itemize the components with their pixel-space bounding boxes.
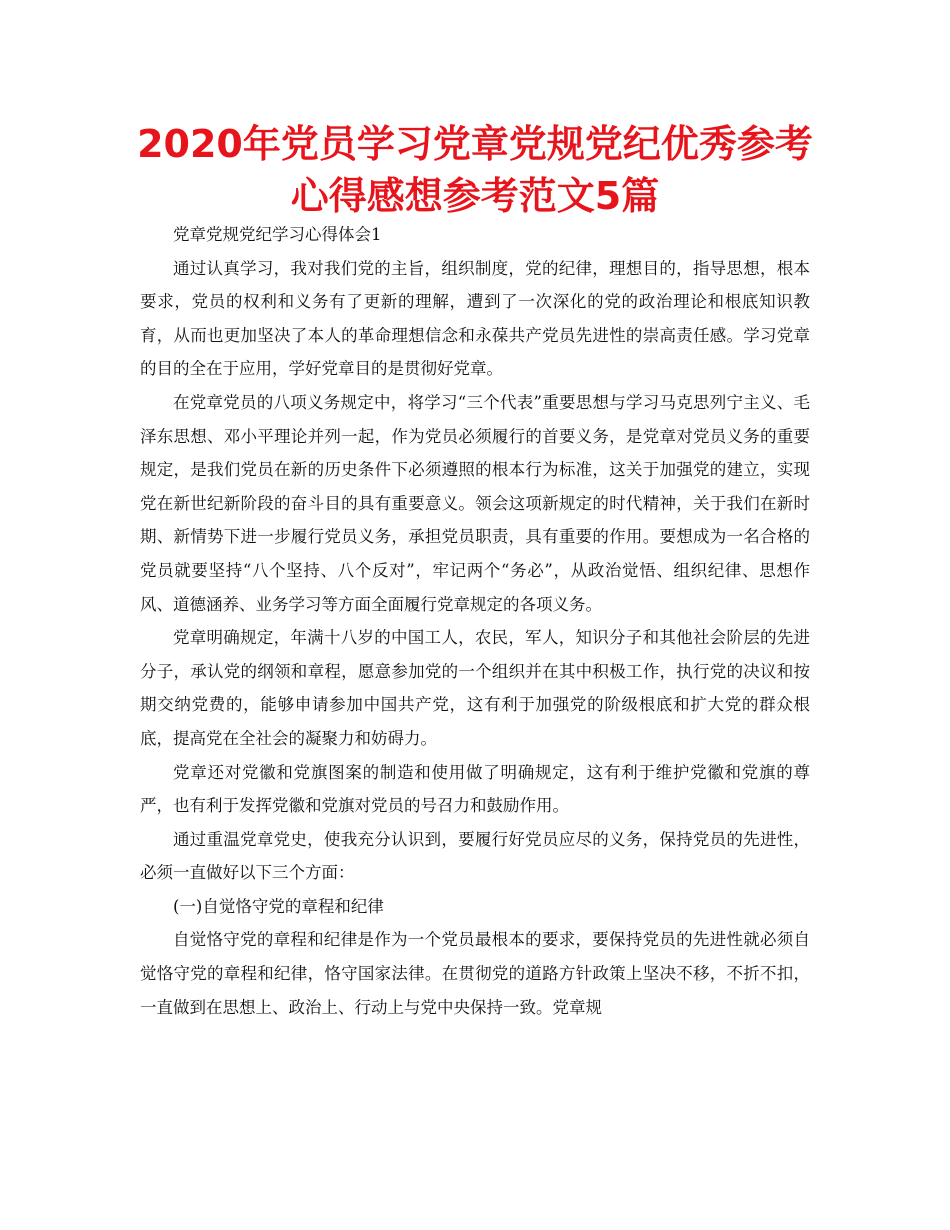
section-heading: 党章党规党纪学习心得体会1 <box>173 225 382 244</box>
paragraph: 党章明确规定，年满十八岁的中国工人，农民，军人，知识分子和其他社会阶层的先进分子，承认党的纲领和章程，愿意参加党的一个组织并在其中积极工作，执行党的决议和按期交纳党费的，能够申请参加中国共产党，这有利于加强党的阶级根底和扩大党的群众根底，提高党在全社会的凝聚力和妨碍力。 <box>140 628 810 748</box>
paragraph: 党章还对党徽和党旗图案的制造和使用做了明确规定，这有利于维护党徽和党旗的尊严，也有利于发挥党徽和党旗对党员的号召力和鼓励作用。 <box>140 762 810 816</box>
subsection-heading: (一)自觉恪守党的章程和纪律 <box>173 896 384 916</box>
paragraph: 自觉恪守党的章程和纪律是作为一个党员最根本的要求，要保持党员的先进性就必须自觉恪守党的章程和纪律，恪守国家法律。在贯彻党的道路方针政策上坚决不移，不折不扣，一直做到在思想上、政治上、行动上与党中央保持一致。党章规 <box>140 930 810 1017</box>
document-body <box>140 218 810 1024</box>
paragraph: 通过重温党章党史，使我充分认识到，要履行好党员应尽的义务，保持党员的先进性，必须一直做好以下三个方面： <box>140 829 810 883</box>
paragraph: 在党章党员的八项义务规定中，将学习“三个代表”重要思想与学习马克思列宁主义、毛泽东思想、邓小平理论并列一起，作为党员必须履行的首要义务，是党章对党员义务的重要规定，是我们党员在新的历史条件下必须遵照的根本行为标准，这关于加强党的建立，实现党在新世纪新阶段的奋斗目的具有重要意义。领会这项新规定的时代精神，关于我们在新时期、新情势下进一步履行党员义务，承担党员职责，具有重要的作用。要想成为一名合格的党员就要坚持“八个坚持、八个反对”，牢记两个“务必”，从政治觉悟、组织纪律、思想作风、道德涵养、业务学习等方面全面履行党章规定的各项义务。 <box>140 392 810 614</box>
paragraph: 通过认真学习，我对我们党的主旨，组织制度，党的纪律，理想目的，指导思想，根本要求，党员的权利和义务有了更新的理解，遭到了一次深化的党的政治理论和根底知识教育，从而也更加坚决了本人的革命理想信念和永葆共产党员先进性的崇高责任感。学习党章的目的全在于应用，学好党章目的是贯彻好党章。 <box>140 258 810 379</box>
document-title: 2020年党员学习党章党规党纪优秀参考心得感想参考范文5篇 <box>137 122 813 218</box>
